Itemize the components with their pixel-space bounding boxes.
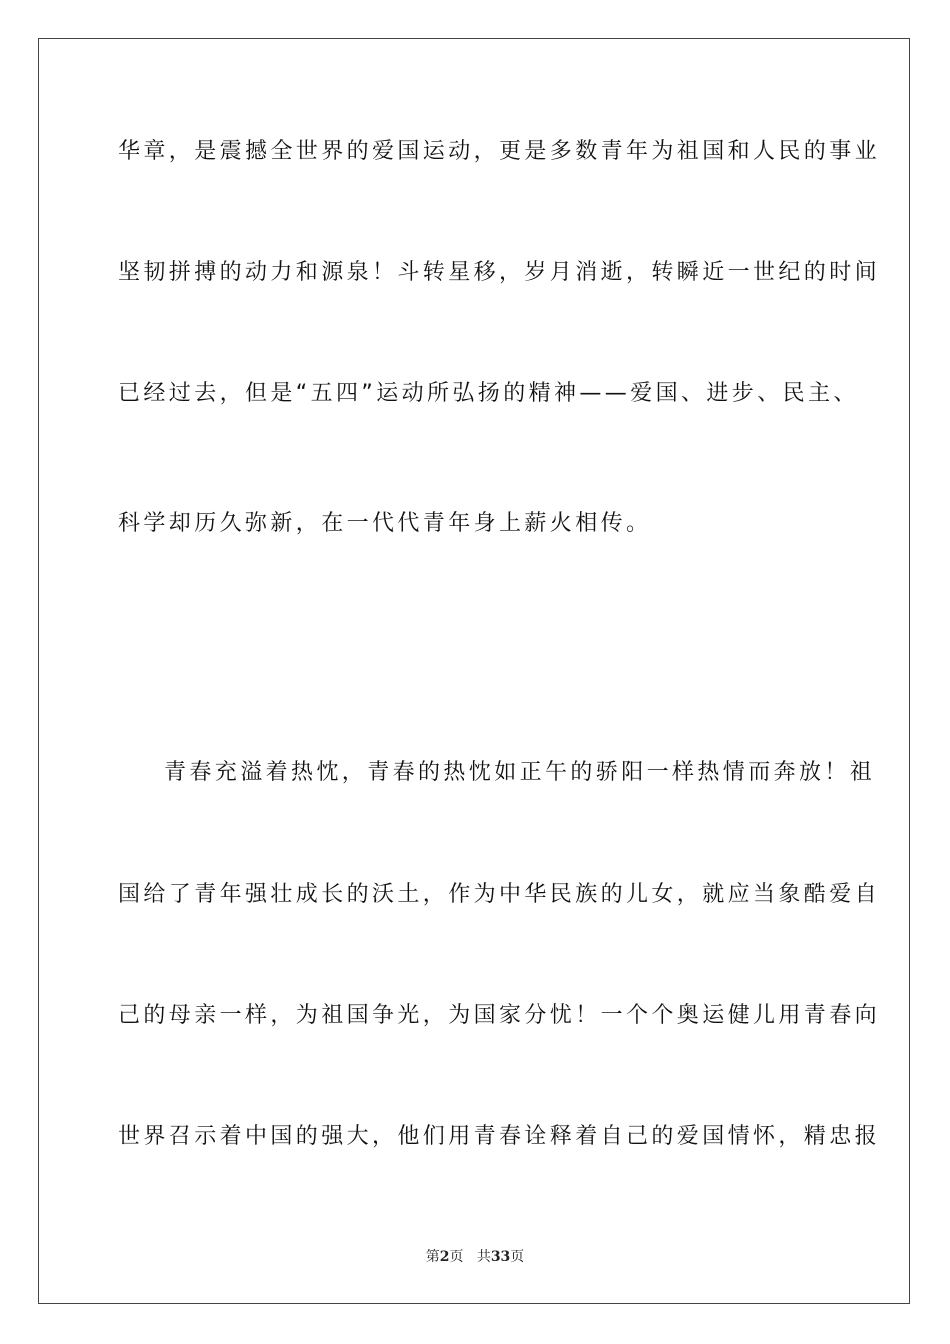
paragraph-2-line-1: 青春充溢着热忱，青春的热忱如正午的骄阳一样热情而奔放！祖 bbox=[164, 760, 876, 785]
footer-total-suffix: 页 bbox=[510, 1249, 525, 1265]
page-frame bbox=[38, 38, 910, 1304]
paragraph-1-line-2: 坚韧拼搏的动力和源泉！斗转星移，岁月消逝，转瞬近一世纪的时间 bbox=[118, 260, 881, 285]
footer-total-prefix: 共 bbox=[476, 1249, 491, 1265]
paragraph-2-line-2: 国给了青年强壮成长的沃土，作为中华民族的儿女，就应当象酷爱自 bbox=[118, 882, 881, 907]
footer-page-suffix: 页 bbox=[449, 1249, 464, 1265]
footer-page-number: 2 bbox=[439, 1249, 450, 1265]
paragraph-1-line-1: 华章，是震撼全世界的爱国运动，更是多数青年为祖国和人民的事业 bbox=[118, 139, 881, 164]
paragraph-2-line-3: 己的母亲一样，为祖国争光，为国家分忧！一个个奥运健儿用青春向 bbox=[118, 1003, 881, 1028]
paragraph-1-line-4: 科学却历久弥新，在一代代青年身上薪火相传。 bbox=[118, 511, 652, 536]
paragraph-1-line-3: 已经过去，但是“五四”运动所弘扬的精神——爱国、进步、民主、 bbox=[118, 381, 859, 406]
footer-total-pages: 33 bbox=[490, 1249, 511, 1265]
footer-prefix: 第 bbox=[425, 1249, 440, 1265]
paragraph-2-line-4: 世界召示着中国的强大，他们用青春诠释着自己的爱国情怀，精忠报 bbox=[118, 1124, 881, 1149]
page-footer bbox=[0, 1246, 950, 1266]
